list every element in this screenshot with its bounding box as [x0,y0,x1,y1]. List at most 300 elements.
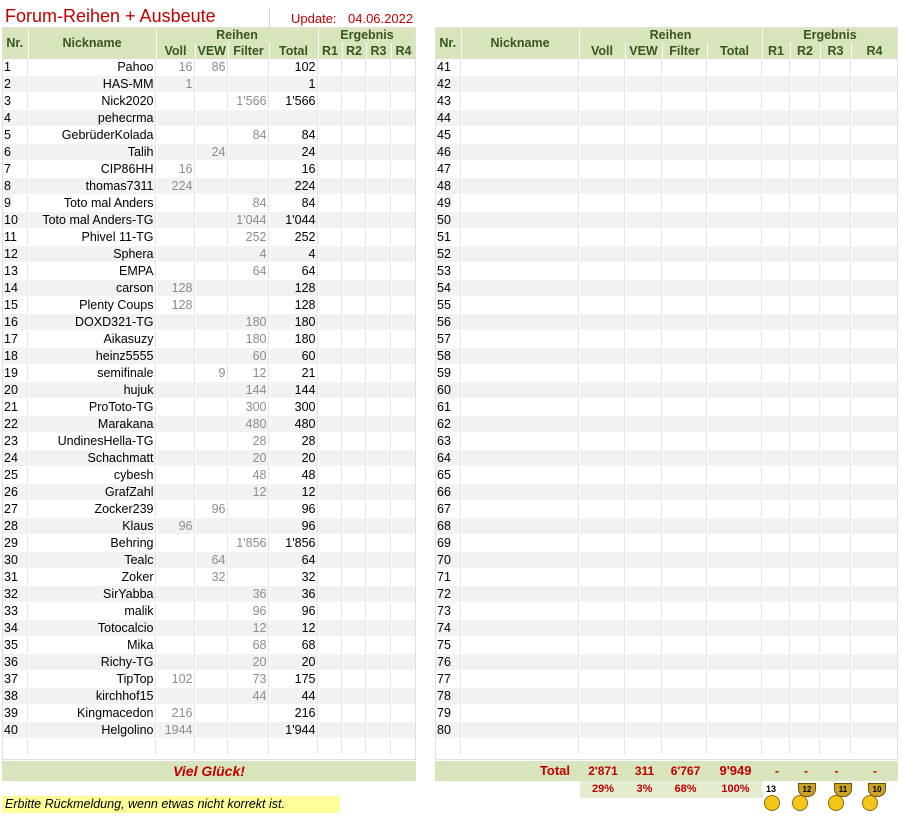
row-voll: 216 [156,705,195,722]
row-voll [156,416,195,433]
row-nickname: malik [28,603,156,620]
row-r4 [391,501,416,518]
empty-cell [707,399,762,416]
empty-cell [851,110,898,127]
row-nr: 62 [435,416,461,433]
row-r1 [318,654,342,671]
row-r3 [366,637,391,654]
empty-cell [579,297,625,314]
empty-cell [707,535,762,552]
empty-cell [820,416,851,433]
empty-cell [707,450,762,467]
row-voll: 96 [156,518,195,535]
empty-cell [625,671,662,688]
empty-cell [790,297,820,314]
row-nr: 73 [435,603,461,620]
empty-cell [851,399,898,416]
empty-cell [662,76,707,93]
row-vew [195,603,228,620]
row-nr: 4 [2,110,28,127]
row-nr: 44 [435,110,461,127]
empty-cell [790,654,820,671]
empty-cell [318,739,342,756]
empty-cell [707,229,762,246]
table-row [2,212,416,229]
row-nr: 70 [435,552,461,569]
empty-cell [579,59,625,76]
empty-cell [851,382,898,399]
table-row [2,654,416,671]
empty-cell [707,688,762,705]
row-voll: 16 [156,161,195,178]
row-r4 [391,450,416,467]
table-row [2,501,416,518]
row-filter [228,110,269,127]
empty-cell [790,59,820,76]
empty-cell [625,637,662,654]
row-r3 [366,671,391,688]
row-filter [228,76,269,93]
empty-cell [662,416,707,433]
empty-cell [851,620,898,637]
row-r2 [342,178,366,195]
empty-cell [625,450,662,467]
empty-cell [790,586,820,603]
row-r1 [318,212,342,229]
col-total: Total [707,43,762,59]
empty-cell [707,739,762,756]
row-nickname: heinz5555 [28,348,156,365]
empty-cell [707,178,762,195]
empty-cell [762,620,790,637]
empty-cell [851,93,898,110]
row-r1 [318,280,342,297]
table-row [2,671,416,688]
row-r3 [366,110,391,127]
empty-cell [820,484,851,501]
empty-cell [790,127,820,144]
row-r3 [366,450,391,467]
row-filter [228,705,269,722]
row-voll [156,314,195,331]
empty-cell [435,739,461,756]
empty-cell [820,620,851,637]
empty-cell [662,382,707,399]
row-nickname: Kingmacedon [28,705,156,722]
empty-cell [790,382,820,399]
empty-cell [707,722,762,739]
row-voll [156,348,195,365]
empty-cell [461,110,579,127]
row-total: 96 [269,501,318,518]
empty-cell [790,484,820,501]
row-vew [195,314,228,331]
empty-cell [461,586,579,603]
table-row [435,229,898,246]
feedback-note: Erbitte Rückmeldung, wenn etwas nicht korrekt ist. [2,796,340,813]
table-row [2,161,416,178]
row-nr: 14 [2,280,28,297]
empty-cell [790,552,820,569]
row-total: 84 [269,195,318,212]
row-nr: 51 [435,229,461,246]
empty-cell [851,637,898,654]
row-r3 [366,348,391,365]
table-row [2,229,416,246]
empty-cell [820,93,851,110]
row-r3 [366,535,391,552]
row-nr: 55 [435,297,461,314]
row-filter [228,722,269,739]
empty-cell [461,705,579,722]
col-r3: R3 [820,43,851,59]
row-voll: 1944 [156,722,195,739]
row-r4 [391,484,416,501]
empty-cell [625,722,662,739]
empty-cell [851,212,898,229]
empty-cell [707,93,762,110]
row-filter: 64 [228,263,269,280]
row-vew [195,671,228,688]
row-nr: 54 [435,280,461,297]
empty-cell [342,739,366,756]
col-nr: Nr. [435,27,461,59]
row-r3 [366,365,391,382]
empty-cell [851,280,898,297]
empty-cell [461,297,579,314]
empty-cell [366,739,391,756]
empty-cell [762,484,790,501]
total-r2: - [804,764,808,778]
row-voll [156,365,195,382]
empty-cell [625,195,662,212]
empty-cell [762,93,790,110]
empty-cell [625,110,662,127]
empty-cell [820,212,851,229]
row-r2 [342,93,366,110]
row-nr: 79 [435,705,461,722]
row-filter: 480 [228,416,269,433]
empty-cell [762,110,790,127]
row-r4 [391,654,416,671]
empty-cell [851,450,898,467]
row-vew [195,637,228,654]
empty-cell [461,688,579,705]
row-r1 [318,348,342,365]
row-vew [195,467,228,484]
table-row [435,501,898,518]
row-total: 20 [269,450,318,467]
row-r4 [391,76,416,93]
empty-cell [195,739,228,756]
empty-cell [579,365,625,382]
row-r3 [366,416,391,433]
empty-cell [851,127,898,144]
empty-cell [790,365,820,382]
empty-cell [461,416,579,433]
empty-cell [707,586,762,603]
row-nr: 24 [2,450,28,467]
table-row [435,688,898,705]
row-nr: 35 [2,637,28,654]
empty-cell [625,280,662,297]
empty-cell [851,552,898,569]
table-row [435,637,898,654]
row-vew [195,297,228,314]
row-voll [156,535,195,552]
empty-cell [790,212,820,229]
empty-cell [851,331,898,348]
empty-cell [820,110,851,127]
row-filter: 180 [228,314,269,331]
empty-cell [790,518,820,535]
row-r2 [342,263,366,280]
empty-cell [762,212,790,229]
row-nickname: EMPA [28,263,156,280]
row-nickname: Zoker [28,569,156,586]
row-nr: 72 [435,586,461,603]
table-row [435,263,898,280]
empty-cell [790,637,820,654]
empty-cell [790,535,820,552]
row-filter: 12 [228,484,269,501]
row-r4 [391,212,416,229]
empty-cell [790,76,820,93]
table-row [2,127,416,144]
empty-cell [851,501,898,518]
row-r1 [318,161,342,178]
empty-cell [579,93,625,110]
row-r3 [366,263,391,280]
smiley-rank-12-icon [792,795,808,811]
table-row [2,484,416,501]
row-r2 [342,484,366,501]
empty-cell [662,603,707,620]
table-row [435,467,898,484]
empty-cell [790,450,820,467]
empty-cell [579,637,625,654]
empty-cell [851,603,898,620]
empty-cell [707,212,762,229]
table-row [435,280,898,297]
empty-cell [790,501,820,518]
row-r1 [318,59,342,76]
row-r2 [342,246,366,263]
empty-cell [851,518,898,535]
row-filter [228,518,269,535]
row-r4 [391,671,416,688]
empty-cell [461,484,579,501]
row-filter [228,59,269,76]
empty-cell [707,297,762,314]
row-filter: 84 [228,195,269,212]
row-r1 [318,569,342,586]
cup-rank-11-icon: 11 [834,783,852,797]
row-r4 [391,314,416,331]
empty-cell [762,705,790,722]
empty-cell [820,178,851,195]
row-r4 [391,399,416,416]
empty-cell [461,739,579,756]
total-r1: - [775,764,779,778]
row-nr: 77 [435,671,461,688]
table-row [2,637,416,654]
empty-cell [625,739,662,756]
empty-cell [851,722,898,739]
row-vew [195,518,228,535]
empty-cell [662,297,707,314]
row-r2 [342,450,366,467]
row-nickname: DOXD321-TG [28,314,156,331]
smiley-rank-13-icon [764,795,780,811]
table-row [2,688,416,705]
empty-cell [461,76,579,93]
empty-cell [820,450,851,467]
col-r2: R2 [342,43,366,59]
row-r2 [342,127,366,144]
empty-cell [579,331,625,348]
empty-cell [2,739,28,756]
empty-cell [820,195,851,212]
row-r1 [318,501,342,518]
row-filter: 144 [228,382,269,399]
row-r1 [318,705,342,722]
empty-cell [762,450,790,467]
empty-cell [820,365,851,382]
table-row [2,535,416,552]
empty-cell [579,127,625,144]
table-row [435,178,898,195]
row-filter: 180 [228,331,269,348]
row-filter: 1'856 [228,535,269,552]
empty-cell [461,671,579,688]
empty-cell [662,637,707,654]
row-nickname: Pahoo [28,59,156,76]
row-r2 [342,280,366,297]
table-row [2,722,416,739]
row-r4 [391,161,416,178]
empty-cell [461,552,579,569]
row-nr: 16 [2,314,28,331]
empty-cell [707,603,762,620]
col-vew: VEW [625,43,662,59]
empty-cell [662,263,707,280]
row-r4 [391,382,416,399]
table-row [435,144,898,161]
row-nickname: CIP86HH [28,161,156,178]
row-nr: 34 [2,620,28,637]
row-filter [228,297,269,314]
empty-cell [762,178,790,195]
row-r4 [391,178,416,195]
row-r1 [318,688,342,705]
row-voll [156,382,195,399]
empty-cell [461,195,579,212]
row-r2 [342,671,366,688]
row-nr: 41 [435,59,461,76]
table-row [435,110,898,127]
table-row [435,212,898,229]
empty-cell [461,331,579,348]
row-voll [156,552,195,569]
row-voll [156,229,195,246]
row-total: 12 [269,484,318,501]
empty-cell [662,450,707,467]
row-nr: 13 [2,263,28,280]
row-total: 102 [269,59,318,76]
row-nickname: Mika [28,637,156,654]
empty-cell [762,229,790,246]
row-r4 [391,688,416,705]
row-voll [156,688,195,705]
row-r3 [366,59,391,76]
empty-cell [707,331,762,348]
pct-voll: 29% [591,783,615,795]
empty-cell [579,518,625,535]
row-voll [156,501,195,518]
row-total: 36 [269,586,318,603]
row-filter: 36 [228,586,269,603]
empty-cell [790,144,820,161]
empty-cell [579,195,625,212]
empty-cell [625,59,662,76]
empty-cell [851,246,898,263]
row-r3 [366,178,391,195]
row-nr: 60 [435,382,461,399]
empty-cell [851,416,898,433]
empty-cell [790,195,820,212]
table-row [435,399,898,416]
row-vew [195,161,228,178]
row-r3 [366,127,391,144]
empty-cell [156,739,195,756]
empty-cell [820,246,851,263]
empty-cell [851,671,898,688]
empty-cell [625,382,662,399]
row-voll [156,93,195,110]
row-voll: 224 [156,178,195,195]
empty-cell [579,569,625,586]
row-r1 [318,586,342,603]
empty-cell [820,76,851,93]
empty-cell [790,433,820,450]
empty-cell [461,399,579,416]
row-vew [195,195,228,212]
empty-cell [790,416,820,433]
empty-cell [579,399,625,416]
empty-cell [662,59,707,76]
empty-cell [762,314,790,331]
row-vew [195,399,228,416]
empty-cell [707,671,762,688]
row-r1 [318,297,342,314]
empty-cell [762,348,790,365]
empty-cell [662,314,707,331]
row-r3 [366,501,391,518]
total-vew: 311 [634,764,655,778]
row-filter [228,161,269,178]
empty-cell [662,144,707,161]
empty-cell [851,467,898,484]
empty-cell [707,110,762,127]
row-total: 12 [269,620,318,637]
empty-cell [707,144,762,161]
empty-cell [762,501,790,518]
empty-cell [625,365,662,382]
row-r1 [318,416,342,433]
col-group-reihen: Reihen [579,27,762,43]
empty-cell [790,705,820,722]
